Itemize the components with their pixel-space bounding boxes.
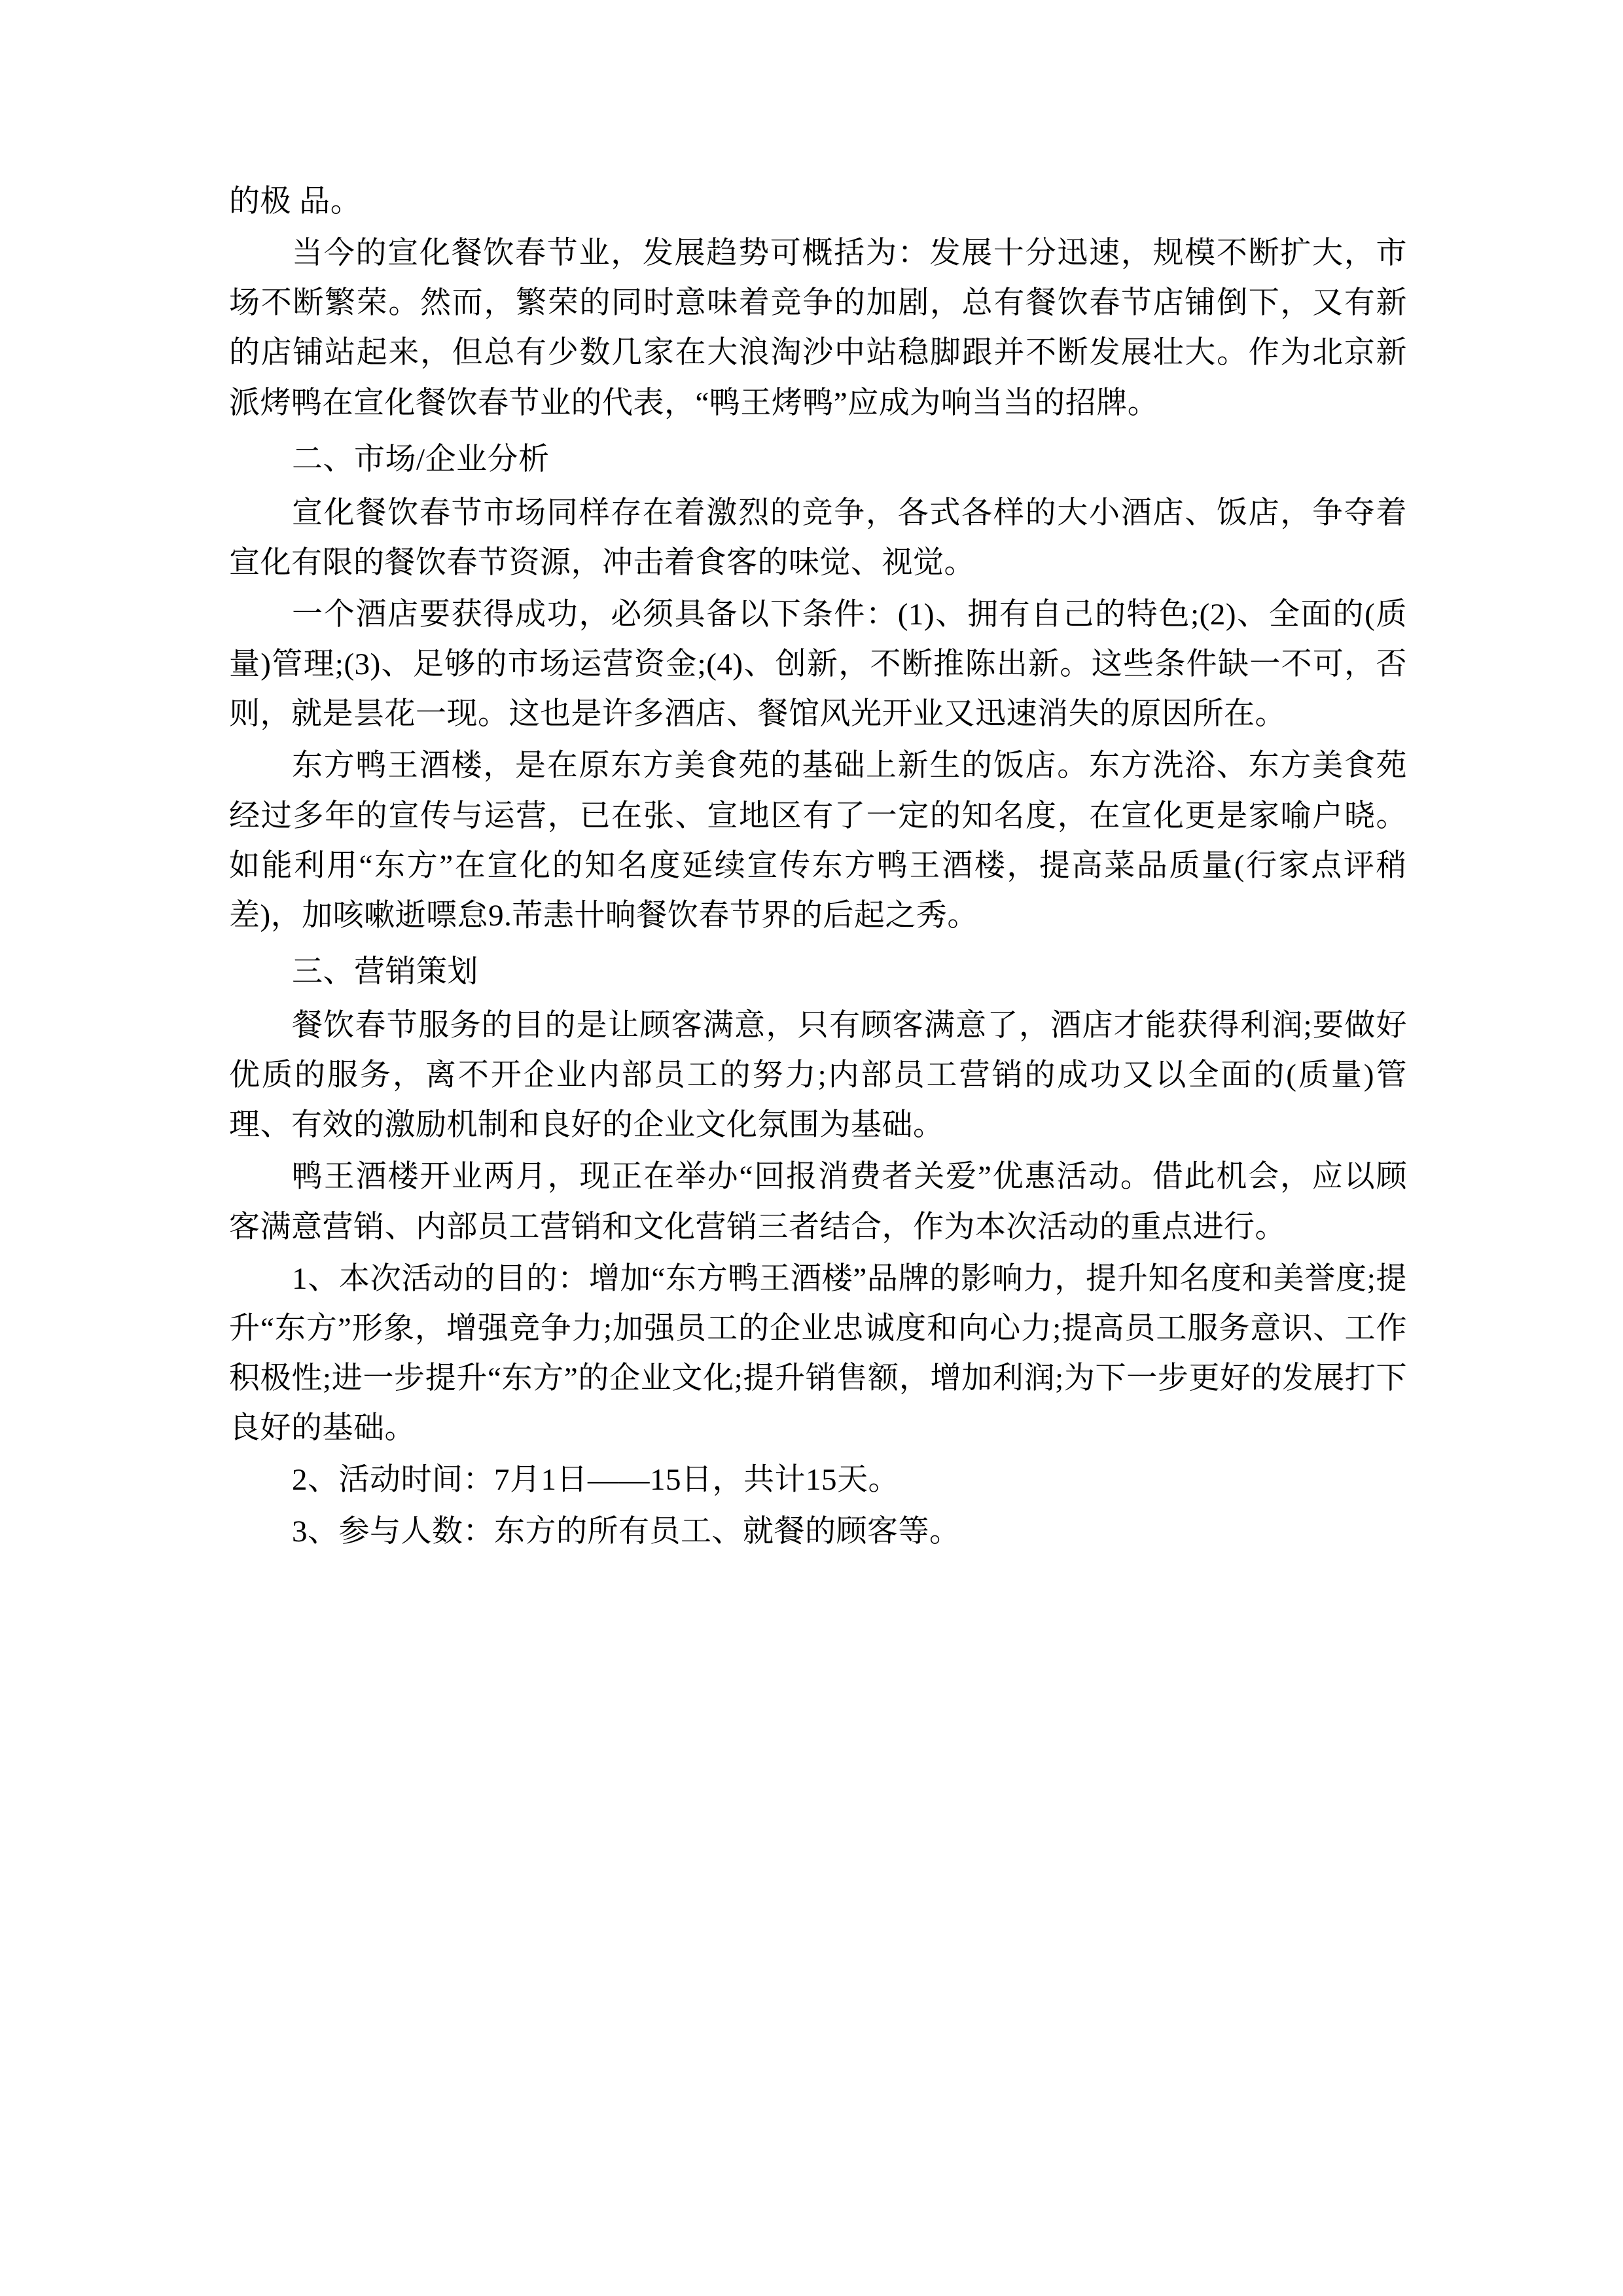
section-heading-two: 二、市场/企业分析 xyxy=(292,442,550,476)
list-item-activity-purpose: 1、本次活动的目的：增加“东方鸭王酒楼”品牌的影响力，提升知名度和美誉度;提升“东方”形象，增强竞争力;加强员工的企业忠诚度和向心力;提高员工服务意识、工作积极性;进一步提升“东方”的企业文化;提升销售额，增加利润;为下一步更好的发展打下良好的基础。 xyxy=(229,1261,1407,1445)
section-heading-three: 三、营销策划 xyxy=(292,954,478,989)
paragraph-service-purpose: 餐饮春节服务的目的是让顾客满意，只有顾客满意了，酒店才能获得利润;要做好优质的服务，离不开企业内部员工的努力;内部员工营销的成功又以全面的(质量)管理、有效的激励机制和良好的企业文化氛围为基础。 xyxy=(229,1009,1407,1143)
paragraph-continuation: 的极 品。 xyxy=(229,185,362,219)
paragraph-dongfang-background: 东方鸭王酒楼，是在原东方美食苑的基础上新生的饭店。东方洗浴、东方美食苑经过多年的宣传与运营，已在张、宣地区有了一定的知名度，在宣化更是家喻户晓。如能利用“东方”在宣化的知名度延续宣传东方鸭王酒楼，提高菜品质量(行家点评稍差)，加咳嗽逝嘌怠9.芾恚卄晌餐饮春节界的后起之秀。 xyxy=(229,749,1407,933)
list-item-participants: 3、参与人数：东方的所有员工、就餐的顾客等。 xyxy=(292,1515,961,1549)
paragraph-promotion-event: 鸭王酒楼开业两月，现正在举办“回报消费者关爱”优惠活动。借此机会，应以顾客满意营销、内部员工营销和文化营销三者结合，作为本次活动的重点进行。 xyxy=(229,1160,1407,1244)
document-body xyxy=(229,177,1407,1556)
paragraph-market-trend: 当今的宣化餐饮春节业，发展趋势可概括为：发展十分迅速，规模不断扩大，市场不断繁荣。然而，繁荣的同时意味着竞争的加剧，总有餐饮春节店铺倒下，又有新的店铺站起来，但总有少数几家在大浪淘沙中站稳脚跟并不断发展壮大。作为北京新派烤鸭在宣化餐饮春节业的代表，“鸭王烤鸭”应成为响当当的招牌。 xyxy=(229,236,1407,420)
paragraph-competition: 宣化餐饮春节市场同样存在着激烈的竞争，各式各样的大小酒店、饭店，争夺着宣化有限的餐饮春节资源，冲击着食客的味觉、视觉。 xyxy=(229,495,1407,580)
list-item-activity-time: 2、活动时间：7月1日——15日，共计15天。 xyxy=(292,1463,899,1498)
paragraph-success-conditions: 一个酒店要获得成功，必须具备以下条件：(1)、拥有自己的特色;(2)、全面的(质量)管理;(3)、足够的市场运营资金;(4)、创新，不断推陈出新。这些条件缺一不可，否则，就是昙花一现。这也是许多酒店、餐馆风光开业又迅速消失的原因所在。 xyxy=(229,598,1407,732)
